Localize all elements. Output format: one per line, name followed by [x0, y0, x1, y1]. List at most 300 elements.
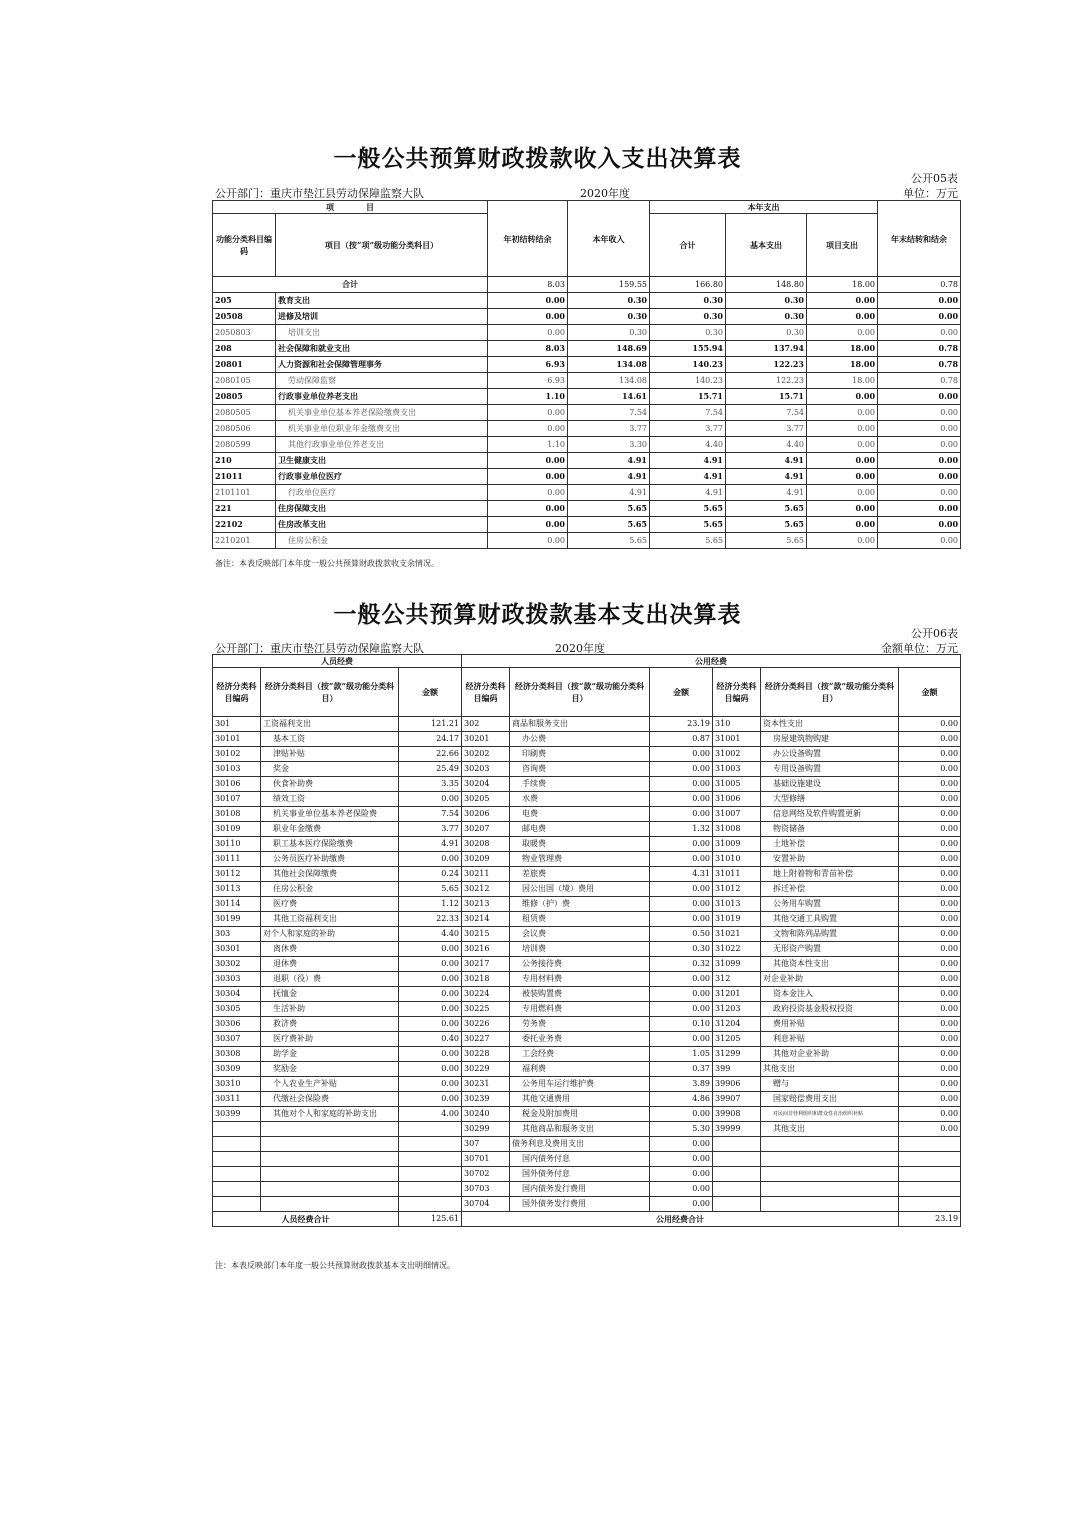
t2-amount-cell	[399, 1122, 462, 1137]
t2-amount-cell	[399, 1182, 462, 1197]
t2-amount-cell: 0.00	[899, 822, 961, 837]
t1-total-row	[213, 277, 961, 293]
t2-name-cell: 取暖费	[510, 837, 650, 852]
t2-name-cell: 委托业务费	[510, 1032, 650, 1047]
t1-value-cell: 4.91	[568, 485, 650, 501]
t2-amount-cell: 7.54	[399, 807, 462, 822]
t2-name-cell: 水费	[510, 792, 650, 807]
t1-value-cell: 148.69	[568, 341, 650, 357]
t2-code-cell: 30103	[213, 762, 261, 777]
t2-name-cell: 个人农业生产补贴	[261, 1077, 399, 1092]
t2-name-cell: 手续费	[510, 777, 650, 792]
t1-row	[213, 453, 961, 469]
t2-name-cell: 退职（役）费	[261, 972, 399, 987]
table1	[212, 200, 961, 549]
t2-amount-cell: 0.00	[399, 972, 462, 987]
t1-value-cell: 5.65	[650, 517, 726, 533]
t2-amount-cell: 0.00	[899, 762, 961, 777]
t1-row	[213, 421, 961, 437]
t2-amount-cell: 4.91	[399, 837, 462, 852]
t2-amount-cell: 25.49	[399, 762, 462, 777]
t2-name-cell: 税金及附加费用	[510, 1107, 650, 1122]
t2-code-cell: 31012	[713, 882, 761, 897]
t2-code-cell: 30208	[462, 837, 510, 852]
t1-value-cell: 4.40	[650, 437, 726, 453]
t1-value-cell: 0.30	[568, 293, 650, 309]
t1-value-cell: 5.65	[650, 501, 726, 517]
t2-code-cell: 30212	[462, 882, 510, 897]
t2-header-name: 经济分类科目（按“款”级功能分类科目）	[510, 668, 650, 717]
t1-name-cell: 住房公积金	[276, 533, 488, 549]
t1-value-cell: 4.91	[726, 485, 807, 501]
t1-value-cell: 0.30	[568, 309, 650, 325]
t2-row	[213, 717, 961, 732]
t1-header-basic: 基本支出	[726, 214, 807, 277]
t2-name-cell: 生活补助	[261, 1002, 399, 1017]
t2-amount-cell: 24.17	[399, 732, 462, 747]
t2-code-cell: 31003	[713, 762, 761, 777]
t2-code-cell	[213, 1167, 261, 1182]
t1-value-cell: 5.65	[650, 533, 726, 549]
t1-value-cell: 7.54	[726, 405, 807, 421]
t2-code-cell: 30399	[213, 1107, 261, 1122]
t2-public-total: 23.19	[899, 1212, 961, 1227]
t1-value-cell: 0.00	[807, 437, 878, 453]
t2-row	[213, 1197, 961, 1212]
t1-value-cell: 0.00	[878, 485, 961, 501]
t1-value-cell: 7.54	[650, 405, 726, 421]
t2-amount-cell: 0.00	[899, 1032, 961, 1047]
t1-code-cell: 208	[213, 341, 276, 357]
t1-row	[213, 357, 961, 373]
t2-name-cell: 培训费	[510, 942, 650, 957]
t2-amount-cell: 0.00	[399, 1062, 462, 1077]
t2-code-cell: 302	[462, 717, 510, 732]
t2-code-cell: 31010	[713, 852, 761, 867]
t2-name-cell: 专用燃料费	[510, 1002, 650, 1017]
t1-name-cell: 住房改革支出	[276, 517, 488, 533]
t2-row	[213, 1152, 961, 1167]
t1-value-cell: 0.30	[726, 309, 807, 325]
t1-name-cell: 行政事业单位医疗	[276, 469, 488, 485]
t1-total-cell: 0.78	[878, 277, 961, 293]
t1-total-cell: 166.80	[650, 277, 726, 293]
t2-code-cell: 30301	[213, 942, 261, 957]
t1-value-cell: 0.00	[807, 485, 878, 501]
t2-amount-cell: 22.66	[399, 747, 462, 762]
t2-name-cell: 国内债务付息	[510, 1152, 650, 1167]
t2-code-cell: 39908	[713, 1107, 761, 1122]
t2-code-cell: 30101	[213, 732, 261, 747]
t1-value-cell: 15.71	[726, 389, 807, 405]
t2-amount-cell: 0.00	[399, 1002, 462, 1017]
t2-code-cell: 30114	[213, 897, 261, 912]
t2-amount-cell: 0.00	[399, 1077, 462, 1092]
t2-name-cell: 国内债务发行费用	[510, 1182, 650, 1197]
t2-name-cell: 其他工资福利支出	[261, 912, 399, 927]
t2-code-cell: 30225	[462, 1002, 510, 1017]
t2-name-cell: 公务接待费	[510, 957, 650, 972]
t2-code-cell	[713, 1182, 761, 1197]
t2-amount-cell: 0.00	[899, 972, 961, 987]
t1-value-cell: 1.10	[488, 389, 568, 405]
t1-name-cell: 教育支出	[276, 293, 488, 309]
t2-name-cell: 工会经费	[510, 1047, 650, 1062]
t2-amount-cell	[399, 1152, 462, 1167]
t2-name-cell: 被装购置费	[510, 987, 650, 1002]
t1-value-cell: 3.77	[650, 421, 726, 437]
t2-row	[213, 852, 961, 867]
t2-name-cell: 信息网络及软件购置更新	[761, 807, 899, 822]
t2-amount-cell: 23.19	[650, 717, 713, 732]
t2-code-cell: 30311	[213, 1092, 261, 1107]
t2-name-cell: 代缴社会保险费	[261, 1092, 399, 1107]
t1-value-cell: 0.00	[878, 389, 961, 405]
t1-value-cell: 7.54	[568, 405, 650, 421]
t1-value-cell: 0.00	[878, 517, 961, 533]
t2-name-cell: 奖励金	[261, 1062, 399, 1077]
t1-value-cell: 137.94	[726, 341, 807, 357]
t2-amount-cell: 0.00	[399, 792, 462, 807]
t1-total-cell: 18.00	[807, 277, 878, 293]
t2-row	[213, 822, 961, 837]
t2-amount-cell	[899, 1197, 961, 1212]
t1-value-cell: 0.00	[878, 453, 961, 469]
t2-amount-cell: 4.31	[650, 867, 713, 882]
t2-amount-cell: 0.10	[650, 1017, 713, 1032]
t1-value-cell: 0.30	[726, 325, 807, 341]
t1-value-cell: 0.00	[488, 325, 568, 341]
t2-name-cell: 安置补助	[761, 852, 899, 867]
t2-name-cell	[261, 1152, 399, 1167]
t2-code-cell: 30309	[213, 1062, 261, 1077]
t2-amount-cell: 0.00	[899, 987, 961, 1002]
t2-name-cell: 咨询费	[510, 762, 650, 777]
t2-code-cell: 30305	[213, 1002, 261, 1017]
t2-name-cell: 对民间非营利组织和群众性自治组织补贴	[761, 1107, 899, 1122]
t1-name-cell: 行政单位医疗	[276, 485, 488, 501]
t2-amount-cell: 0.00	[899, 717, 961, 732]
t2-amount-cell: 0.00	[899, 1092, 961, 1107]
t2-code-cell: 30199	[213, 912, 261, 927]
t1-value-cell: 140.23	[650, 373, 726, 389]
t2-amount-cell: 1.32	[650, 822, 713, 837]
t1-header-name: 项目（按“项”级功能分类科目）	[276, 214, 488, 277]
t1-value-cell: 0.00	[807, 469, 878, 485]
t2-amount-cell: 0.00	[650, 1032, 713, 1047]
t1-value-cell: 122.23	[726, 373, 807, 389]
t1-value-cell: 0.00	[807, 389, 878, 405]
t1-code-cell: 2080505	[213, 405, 276, 421]
t1-name-cell: 培训支出	[276, 325, 488, 341]
t2-code-cell	[713, 1152, 761, 1167]
t1-row	[213, 373, 961, 389]
t2-code-cell	[713, 1137, 761, 1152]
t1-code-cell: 2080599	[213, 437, 276, 453]
t2-name-cell: 拆迁补偿	[761, 882, 899, 897]
t1-row	[213, 325, 961, 341]
t2-code-cell: 307	[462, 1137, 510, 1152]
t2-code-cell: 39999	[713, 1122, 761, 1137]
t2-amount-cell: 5.65	[399, 882, 462, 897]
t2-amount-cell: 4.00	[399, 1107, 462, 1122]
t1-header-income: 本年收入	[568, 201, 650, 277]
t1-value-cell: 0.00	[878, 501, 961, 517]
t2-name-cell: 其他商品和服务支出	[510, 1122, 650, 1137]
t2-amount-cell: 0.00	[650, 1182, 713, 1197]
t2-name-cell: 公务用车购置	[761, 897, 899, 912]
t1-value-cell: 4.91	[568, 469, 650, 485]
t2-row	[213, 882, 961, 897]
t2-name-cell: 债务利息及费用支出	[510, 1137, 650, 1152]
t1-value-cell: 4.91	[650, 453, 726, 469]
t2-name-cell: 国家赔偿费用支出	[761, 1092, 899, 1107]
t2-amount-cell: 5.30	[650, 1122, 713, 1137]
t1-value-cell: 0.00	[488, 293, 568, 309]
t2-amount-cell: 0.00	[650, 747, 713, 762]
t2-row	[213, 807, 961, 822]
t1-header-proj: 项目支出	[807, 214, 878, 277]
t1-row	[213, 389, 961, 405]
t2-code-cell: 31022	[713, 942, 761, 957]
t2-name-cell: 资本性支出	[761, 717, 899, 732]
t2-amount-cell: 4.86	[650, 1092, 713, 1107]
t2-name-cell: 会议费	[510, 927, 650, 942]
t2-amount-cell: 0.00	[899, 1122, 961, 1137]
t2-code-cell: 30108	[213, 807, 261, 822]
t1-header-begin: 年初结转结余	[488, 201, 568, 277]
t2-header-name: 经济分类科目（按“款”级功能分类科目）	[261, 668, 399, 717]
t2-amount-cell: 0.87	[650, 732, 713, 747]
t1-code-cell: 20801	[213, 357, 276, 373]
t1-row	[213, 437, 961, 453]
t1-value-cell: 5.65	[568, 533, 650, 549]
t2-name-cell: 差旅费	[510, 867, 650, 882]
t1-header-project: 项 目	[213, 201, 488, 214]
t2-name-cell: 办公设备购置	[761, 747, 899, 762]
t2-code-cell: 30304	[213, 987, 261, 1002]
t2-name-cell: 文物和陈列品购置	[761, 927, 899, 942]
t2-name-cell: 赠与	[761, 1077, 899, 1092]
t1-code-cell: 221	[213, 501, 276, 517]
t2-amount-cell: 0.24	[399, 867, 462, 882]
t2-amount-cell	[399, 1137, 462, 1152]
t2-amount-cell: 0.00	[399, 942, 462, 957]
t2-name-cell	[261, 1167, 399, 1182]
t1-header-code: 功能分类科目编码	[213, 214, 276, 277]
t1-value-cell: 0.00	[807, 533, 878, 549]
t2-row	[213, 1167, 961, 1182]
table1-note: 备注：本表反映部门本年度一般公共预算财政拨款收支余情况。	[215, 559, 439, 568]
t1-value-cell: 155.94	[650, 341, 726, 357]
t2-code-cell: 30205	[462, 792, 510, 807]
t2-code-cell: 30106	[213, 777, 261, 792]
t2-code-cell: 31099	[713, 957, 761, 972]
t2-name-cell: 对企业补助	[761, 972, 899, 987]
t1-code-cell: 2080506	[213, 421, 276, 437]
t2-amount-cell	[899, 1167, 961, 1182]
t2-amount-cell: 0.00	[899, 777, 961, 792]
t1-row	[213, 405, 961, 421]
table1-dept: 公开部门：重庆市垫江县劳动保障监察大队	[215, 187, 424, 200]
t2-name-cell: 公务用车运行维护费	[510, 1077, 650, 1092]
t2-amount-cell: 3.35	[399, 777, 462, 792]
t2-amount-cell: 0.00	[399, 852, 462, 867]
t2-name-cell	[761, 1137, 899, 1152]
t1-name-cell: 卫生健康支出	[276, 453, 488, 469]
t2-amount-cell: 0.00	[650, 762, 713, 777]
table2-dept: 公开部门：重庆市垫江县劳动保障监察大队	[215, 642, 424, 655]
t1-name-cell: 进修及培训	[276, 309, 488, 325]
t2-code-cell: 30703	[462, 1182, 510, 1197]
t2-row	[213, 837, 961, 852]
t2-code-cell	[213, 1182, 261, 1197]
t1-value-cell: 0.00	[807, 517, 878, 533]
t2-code-cell: 30306	[213, 1017, 261, 1032]
t2-amount-cell: 0.00	[650, 912, 713, 927]
t2-amount-cell	[899, 1137, 961, 1152]
t1-value-cell: 8.03	[488, 341, 568, 357]
t2-name-cell: 助学金	[261, 1047, 399, 1062]
t1-code-cell: 2210201	[213, 533, 276, 549]
t2-amount-cell	[899, 1182, 961, 1197]
t2-row	[213, 1182, 961, 1197]
t1-header-total: 合计	[650, 214, 726, 277]
t1-total-cell: 159.55	[568, 277, 650, 293]
t1-row	[213, 517, 961, 533]
t2-code-cell	[713, 1197, 761, 1212]
t1-value-cell: 0.00	[807, 309, 878, 325]
t2-row	[213, 1002, 961, 1017]
t1-row	[213, 293, 961, 309]
t2-name-cell: 费用补贴	[761, 1017, 899, 1032]
t1-value-cell: 0.00	[488, 309, 568, 325]
t1-name-cell: 住房保障支出	[276, 501, 488, 517]
t2-row	[213, 762, 961, 777]
t1-value-cell: 4.91	[568, 453, 650, 469]
t1-value-cell: 0.00	[488, 469, 568, 485]
t1-value-cell: 1.10	[488, 437, 568, 453]
t2-code-cell: 31019	[713, 912, 761, 927]
t2-name-cell: 资本金注入	[761, 987, 899, 1002]
t2-row	[213, 897, 961, 912]
t2-code-cell: 30209	[462, 852, 510, 867]
t1-value-cell: 0.00	[488, 501, 568, 517]
t2-code-cell: 31201	[713, 987, 761, 1002]
t2-row	[213, 1077, 961, 1092]
t1-total-cell: 8.03	[488, 277, 568, 293]
t2-name-cell: 其他交通工具购置	[761, 912, 899, 927]
t2-name-cell: 其他社会保障缴费	[261, 867, 399, 882]
t2-code-cell: 30107	[213, 792, 261, 807]
t2-name-cell: 医疗费	[261, 897, 399, 912]
t2-amount-cell: 0.00	[650, 1137, 713, 1152]
t2-code-cell: 31021	[713, 927, 761, 942]
t2-name-cell: 住房公积金	[261, 882, 399, 897]
t2-row	[213, 1107, 961, 1122]
t2-amount-cell: 22.33	[399, 912, 462, 927]
t2-name-cell	[261, 1182, 399, 1197]
t1-value-cell: 0.00	[488, 517, 568, 533]
t2-name-cell	[761, 1152, 899, 1167]
t2-code-cell: 31204	[713, 1017, 761, 1032]
t2-name-cell: 其他支出	[761, 1062, 899, 1077]
t2-code-cell: 39906	[713, 1077, 761, 1092]
t1-value-cell: 0.30	[650, 293, 726, 309]
t1-value-cell: 4.91	[650, 469, 726, 485]
t2-amount-cell: 0.00	[899, 1002, 961, 1017]
t1-value-cell: 0.00	[488, 453, 568, 469]
t2-row	[213, 912, 961, 927]
t1-value-cell: 5.65	[726, 517, 807, 533]
t2-amount-cell: 0.00	[399, 1017, 462, 1032]
t2-code-cell: 30102	[213, 747, 261, 762]
t1-value-cell: 6.93	[488, 373, 568, 389]
t1-value-cell: 3.77	[568, 421, 650, 437]
t2-code-cell: 312	[713, 972, 761, 987]
t2-amount-cell: 0.32	[650, 957, 713, 972]
t1-value-cell: 5.65	[568, 501, 650, 517]
t2-name-cell: 土地补偿	[761, 837, 899, 852]
t2-amount-cell: 0.00	[650, 987, 713, 1002]
t2-code-cell: 30299	[462, 1122, 510, 1137]
t1-name-cell: 社会保障和就业支出	[276, 341, 488, 357]
t2-name-cell	[761, 1167, 899, 1182]
t2-header-amount: 金额	[899, 668, 961, 717]
table1-code: 公开05表	[911, 172, 958, 185]
t2-header-amount: 金额	[650, 668, 713, 717]
table2-code: 公开06表	[911, 627, 958, 640]
t2-code-cell: 39907	[713, 1092, 761, 1107]
t1-value-cell: 0.30	[650, 325, 726, 341]
t2-name-cell: 大型修缮	[761, 792, 899, 807]
t2-code-cell: 30307	[213, 1032, 261, 1047]
t2-amount-cell: 0.00	[650, 777, 713, 792]
t2-row	[213, 1047, 961, 1062]
t2-name-cell: 离休费	[261, 942, 399, 957]
t1-name-cell: 机关事业单位基本养老保险缴费支出	[276, 405, 488, 421]
t1-value-cell: 4.91	[726, 453, 807, 469]
t1-value-cell: 0.00	[807, 325, 878, 341]
t2-row	[213, 867, 961, 882]
t2-header-code: 经济分类科目编码	[213, 668, 261, 717]
t1-value-cell: 0.78	[878, 341, 961, 357]
table2-title: 一般公共预算财政拨款基本支出决算表	[333, 602, 742, 628]
t2-code-cell: 30239	[462, 1092, 510, 1107]
t2-code-cell: 30201	[462, 732, 510, 747]
t1-value-cell: 6.93	[488, 357, 568, 373]
t2-name-cell: 房屋建筑物购建	[761, 732, 899, 747]
t2-name-cell: 绩效工资	[261, 792, 399, 807]
t1-value-cell: 134.08	[568, 373, 650, 389]
t1-row	[213, 469, 961, 485]
t2-name-cell: 印刷费	[510, 747, 650, 762]
t2-name-cell	[761, 1182, 899, 1197]
t1-code-cell: 2101101	[213, 485, 276, 501]
t2-name-cell: 专用材料费	[510, 972, 650, 987]
t1-value-cell: 140.23	[650, 357, 726, 373]
t2-code-cell: 30113	[213, 882, 261, 897]
t2-row	[213, 1032, 961, 1047]
t2-amount-cell: 4.40	[399, 927, 462, 942]
t2-name-cell: 维修（护）费	[510, 897, 650, 912]
t2-code-cell: 30216	[462, 942, 510, 957]
t2-name-cell: 医疗费补助	[261, 1032, 399, 1047]
t1-value-cell: 0.00	[807, 453, 878, 469]
t1-value-cell: 0.00	[807, 405, 878, 421]
t1-value-cell: 0.00	[878, 469, 961, 485]
t2-amount-cell: 0.40	[399, 1032, 462, 1047]
